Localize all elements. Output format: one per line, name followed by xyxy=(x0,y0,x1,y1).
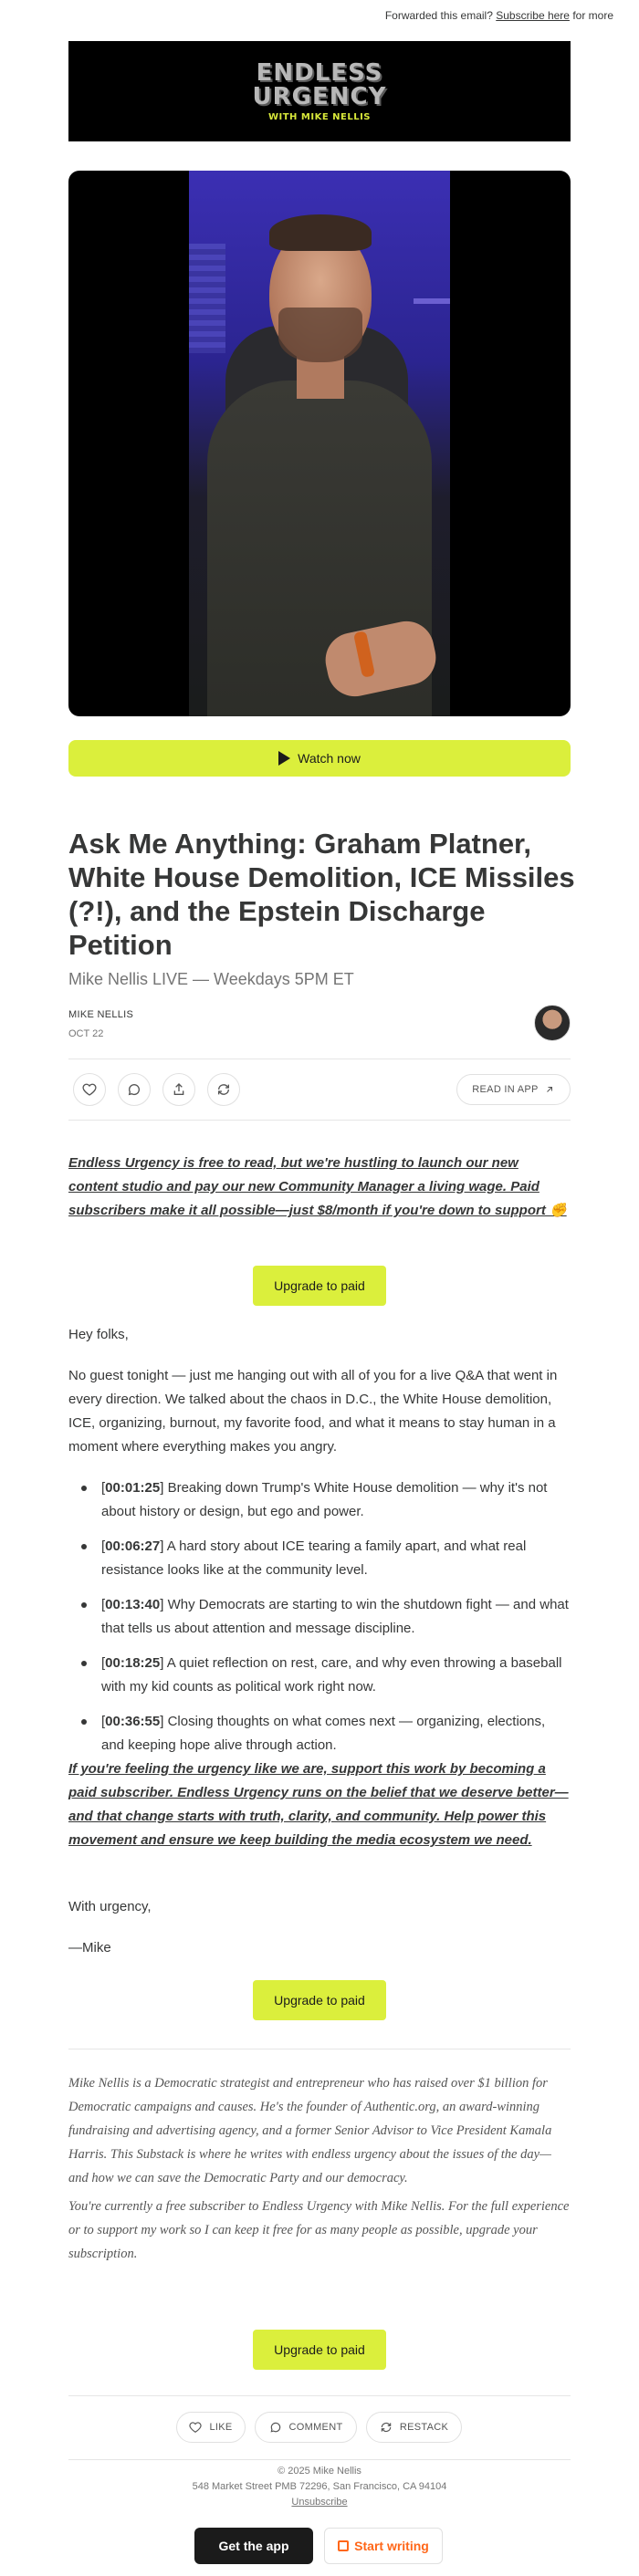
forward-suffix: for more xyxy=(572,9,613,22)
arrow-up-right-icon xyxy=(544,1084,555,1095)
promo-message[interactable] xyxy=(68,1152,571,1223)
read-in-app-label: READ IN APP xyxy=(472,1084,539,1095)
heart-icon xyxy=(189,2421,202,2434)
heart-icon xyxy=(82,1082,97,1097)
timestamp-link[interactable]: 00:13:40 xyxy=(105,1597,161,1612)
watch-now-label: Watch now xyxy=(298,751,361,766)
divider xyxy=(68,1120,571,1121)
logo-wordmark-top: ENDLESS xyxy=(256,58,383,87)
start-writing-button[interactable] xyxy=(324,2528,443,2564)
footer-comment-button[interactable] xyxy=(255,2412,357,2443)
timestamp-link[interactable]: 00:01:25 xyxy=(105,1480,161,1496)
restack-icon xyxy=(216,1082,231,1097)
divider xyxy=(68,2459,571,2460)
signoff: With urgency, xyxy=(68,1899,152,1914)
greeting: Hey folks, xyxy=(68,1327,129,1342)
chapter-text: A hard story about ICE tearing a family apart, and what real resistance looks like at the community level. xyxy=(101,1538,527,1578)
list-item: [00:36:55] Closing thoughts on what comes next — organizing, elections, and keeping hope alive through action. xyxy=(68,1710,571,1757)
share-icon xyxy=(172,1082,186,1097)
timestamp-link[interactable]: 00:36:55 xyxy=(105,1714,161,1729)
background-shelf xyxy=(414,298,450,304)
upgrade-button[interactable]: Upgrade to paid xyxy=(253,2330,386,2370)
logo-wordmark-bottom: URGENCY xyxy=(252,82,387,110)
timestamp-link[interactable]: 00:18:25 xyxy=(105,1655,161,1671)
video-thumbnail[interactable] xyxy=(68,171,571,716)
copyright: © 2025 Mike Nellis xyxy=(278,2466,361,2477)
comment-button[interactable] xyxy=(118,1073,151,1106)
newsletter-banner[interactable] xyxy=(68,41,571,141)
post-subtitle: Mike Nellis LIVE — Weekdays 5PM ET xyxy=(68,970,354,988)
support-text[interactable]: If you're feeling the urgency like we are, support this work by becoming a paid subscriber. Endless Urgency runs on the belief that we deserve better—and that change starts with truth, clarity, and community. Help power this movement and ensure we keep building the media ecosystem we need. xyxy=(68,1761,569,1848)
video-frame xyxy=(189,171,450,716)
avatar[interactable] xyxy=(534,1005,571,1041)
unsubscribe-row xyxy=(0,2497,639,2508)
restack-icon xyxy=(380,2421,393,2434)
footer-restack-button[interactable] xyxy=(366,2412,462,2443)
signature: —Mike xyxy=(68,1940,111,1955)
support-message[interactable] xyxy=(68,1757,571,1852)
chapter-text: A quiet reflection on rest, care, and why even throwing a baseball with my kid counts as political work right now. xyxy=(101,1655,562,1695)
subscribe-link[interactable]: Subscribe here xyxy=(496,9,570,22)
promo-text[interactable]: Endless Urgency is free to read, but we're hustling to launch our new content studio and pay our new Community Manager a living wage. Paid subscribers make it all possible—just $8/month if you're down to support ✊ xyxy=(68,1155,567,1218)
list-item: [00:01:25] Breaking down Trump's White House demolition — why it's not about history or design, but ego and power. xyxy=(68,1476,571,1524)
chapter-text: Closing thoughts on what comes next — organizing, elections, and keeping hope alive through action. xyxy=(101,1714,546,1753)
forward-notice xyxy=(385,9,613,22)
share-button[interactable] xyxy=(162,1073,195,1106)
person-hair xyxy=(269,214,372,251)
post-title[interactable]: Ask Me Anything: Graham Platner, White House Demolition, ICE Missiles (?!), and the Epstein Discharge Petition xyxy=(68,828,575,961)
author-name[interactable]: MIKE NELLIS xyxy=(68,1009,134,1020)
divider xyxy=(68,2395,571,2396)
watch-now-button[interactable] xyxy=(68,740,571,777)
intro-paragraph: No guest tonight — just me hanging out with all of you for a live Q&A that went in every direction. We talked about the chaos in D.C., the White House demolition, ICE, organizing, burnout, my favorite food, and what it means to stay human in a moment where everything makes you angry. xyxy=(68,1368,558,1455)
restack-label: RESTACK xyxy=(399,2422,449,2433)
upgrade-button[interactable]: Upgrade to paid xyxy=(253,1980,386,2020)
chapter-text: Breaking down Trump's White House demolition — why it's not about history or design, but ego and power. xyxy=(101,1480,548,1519)
like-label: LIKE xyxy=(209,2422,233,2433)
comment-icon xyxy=(269,2421,282,2434)
comment-icon xyxy=(127,1082,141,1097)
start-writing-label: Start writing xyxy=(354,2539,429,2553)
like-button[interactable] xyxy=(73,1073,106,1106)
restack-button[interactable] xyxy=(207,1073,240,1106)
pen-icon xyxy=(338,2540,349,2551)
post-date: OCT 22 xyxy=(68,1028,104,1039)
comment-label: COMMENT xyxy=(288,2422,343,2433)
get-app-button[interactable]: Get the app xyxy=(194,2528,313,2564)
mailing-address: 548 Market Street PMB 72296, San Francisco, CA 94104 xyxy=(192,2481,447,2492)
upgrade-button[interactable]: Upgrade to paid xyxy=(253,1266,386,1306)
chapter-text: Why Democrats are starting to win the shutdown fight — and what that tells us about attention and message discipline. xyxy=(101,1597,569,1636)
play-icon xyxy=(278,751,290,766)
subscriber-note: You're currently a free subscriber to Endless Urgency with Mike Nellis. For the full experience or to support my work so I can keep it free for as many people as possible, upgrade your subscription. xyxy=(68,2199,570,2261)
chapter-list xyxy=(68,1476,571,1768)
author-bio: Mike Nellis is a Democratic strategist and entrepreneur who has raised over $1 billion for Democratic campaigns and causes. He's the founder of Authentic.org, an award-winning fundraising and advertising agency, and a former Senior Advisor to Vice President Kamala Harris. This Substack is where he writes with endless urgency about the issues of the day—and how we can save the Democratic Party and our democracy. xyxy=(68,2076,552,2185)
logo-subtitle: WITH MIKE NELLIS xyxy=(267,111,372,122)
list-item: [00:06:27] A hard story about ICE tearing a family apart, and what real resistance looks like at the community level. xyxy=(68,1535,571,1582)
footer-like-button[interactable] xyxy=(176,2412,246,2443)
window-blind xyxy=(189,244,225,353)
read-in-app-button[interactable] xyxy=(456,1074,571,1105)
timestamp-link[interactable]: 00:06:27 xyxy=(105,1538,161,1554)
forward-prefix: Forwarded this email? xyxy=(384,9,493,22)
list-item: [00:18:25] A quiet reflection on rest, care, and why even throwing a baseball with my kid counts as political work right now. xyxy=(68,1652,571,1699)
list-item: [00:13:40] Why Democrats are starting to win the shutdown fight — and what that tells us about attention and message discipline. xyxy=(68,1593,571,1641)
person-beard xyxy=(278,308,362,362)
unsubscribe-link[interactable]: Unsubscribe xyxy=(291,2497,348,2508)
